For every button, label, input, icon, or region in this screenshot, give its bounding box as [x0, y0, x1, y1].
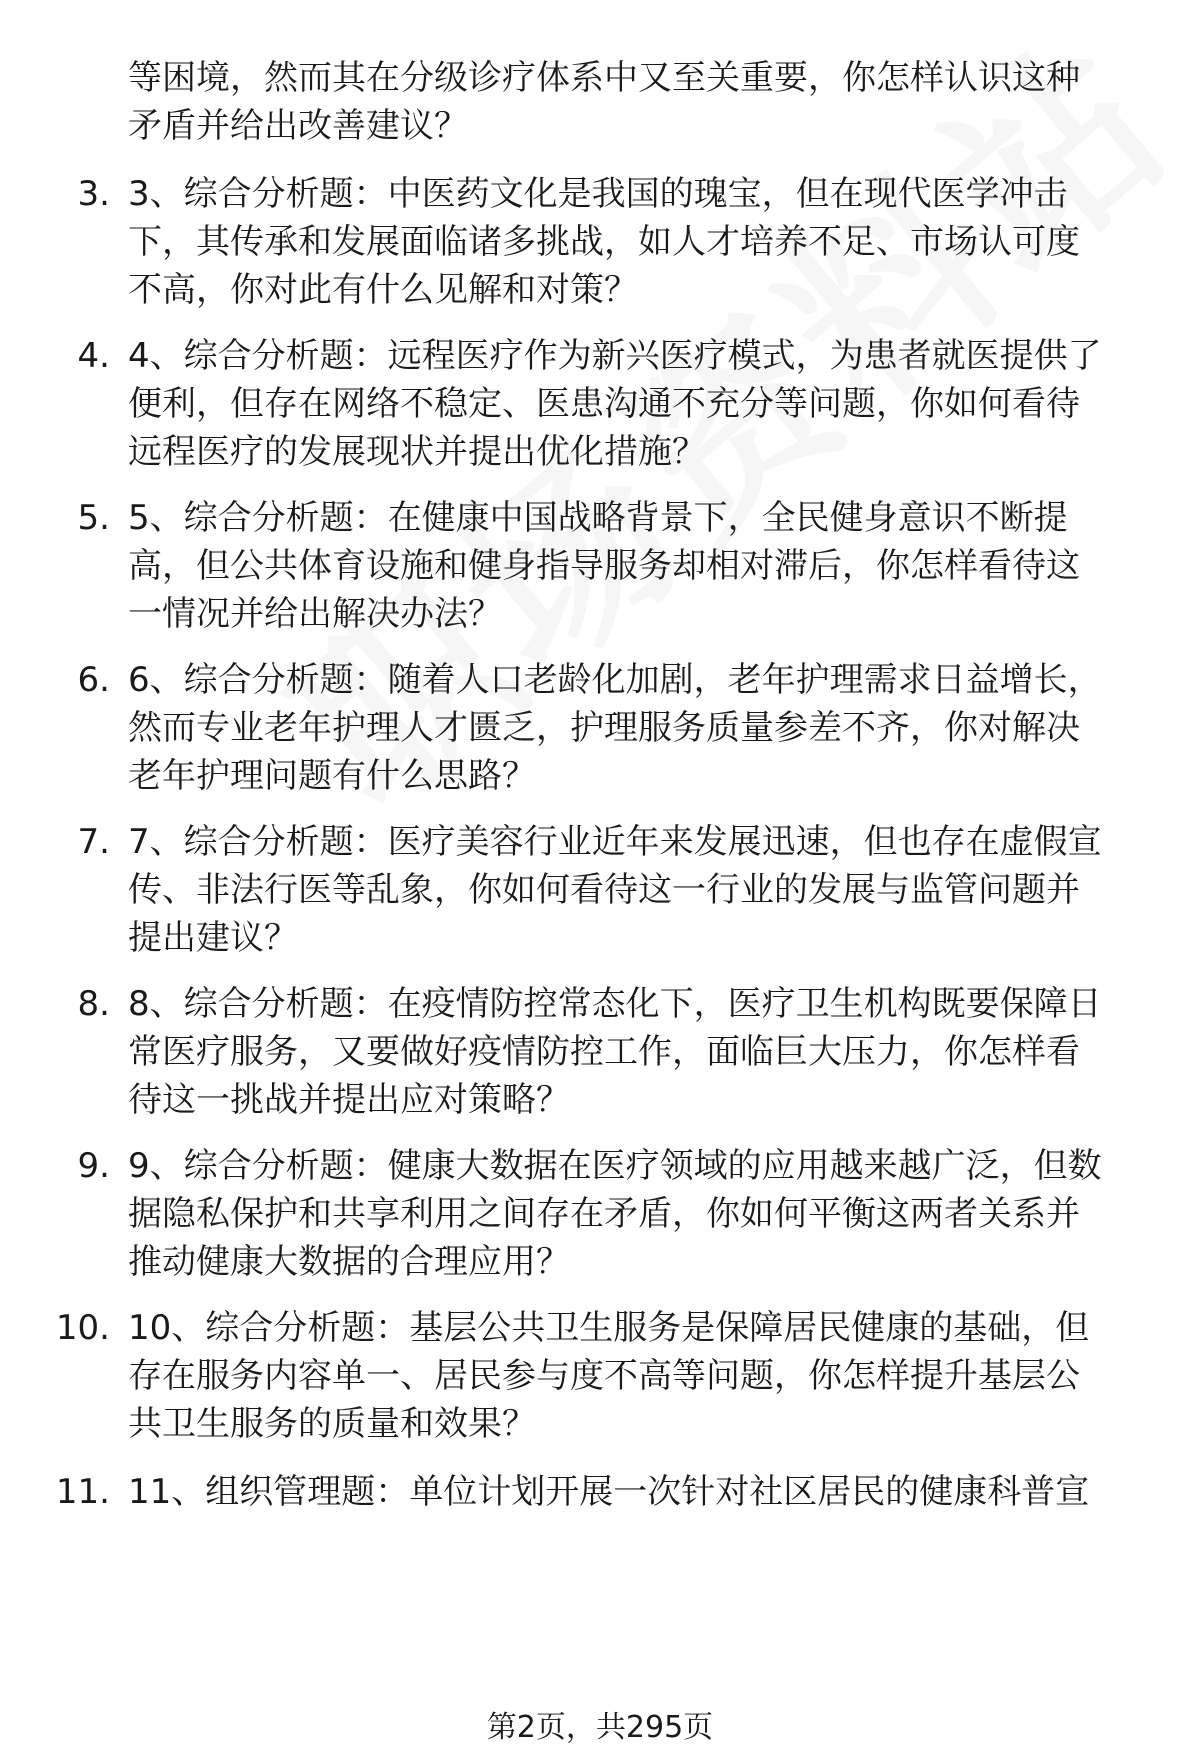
item-text	[128, 980, 1168, 1124]
text-line: 便利，但存在网络不稳定、医患沟通不充分等问题，你如何看待	[128, 384, 1080, 424]
item-text	[128, 332, 1168, 476]
text-line: 存在服务内容单一、居民参与度不高等问题，你怎样提升基层公	[128, 1356, 1080, 1396]
text-line: 提出建议？	[128, 918, 298, 958]
text-line: 3、综合分析题：中医药文化是我国的瑰宝，但在现代医学冲击	[128, 174, 1068, 214]
text-line: 然而专业老年护理人才匮乏，护理服务质量参差不齐，你对解决	[128, 708, 1080, 748]
text-line: 等困境，然而其在分级诊疗体系中又至关重要，你怎样认识这种	[128, 58, 1080, 98]
item-text	[128, 170, 1168, 314]
text-line: 11、组织管理题：单位计划开展一次针对社区居民的健康科普宣	[128, 1472, 1090, 1512]
text-line: 不高，你对此有什么见解和对策？	[128, 270, 638, 310]
text-line: 9、综合分析题：健康大数据在医疗领域的应用越来越广泛，但数	[128, 1146, 1102, 1186]
text-line: 传、非法行医等乱象，你如何看待这一行业的发展与监管问题并	[128, 870, 1080, 910]
list-item	[0, 1304, 1200, 1464]
text-line: 8、综合分析题：在疫情防控常态化下，医疗卫生机构既要保障日	[128, 984, 1102, 1024]
text-line: 10、综合分析题：基层公共卫生服务是保障居民健康的基础，但	[128, 1308, 1090, 1348]
list-item	[0, 656, 1200, 816]
list-item	[0, 332, 1200, 492]
text-line: 共卫生服务的质量和效果？	[128, 1404, 536, 1444]
text-line: 老年护理问题有什么思路？	[128, 756, 536, 796]
item-text	[128, 656, 1168, 800]
text-line: 下，其传承和发展面临诸多挑战，如人才培养不足、市场认可度	[128, 222, 1080, 262]
list-item	[0, 170, 1200, 330]
text-line: 7、综合分析题：医疗美容行业近年来发展迅速，但也存在虚假宣	[128, 822, 1102, 862]
text-line: 远程医疗的发展现状并提出优化措施？	[128, 432, 706, 472]
item-text	[128, 1304, 1168, 1448]
list-item	[0, 1468, 1200, 1628]
item-number: 5.	[77, 498, 110, 538]
item-number: 3.	[77, 174, 110, 214]
item-number: 4.	[77, 336, 110, 376]
text-line: 6、综合分析题：随着人口老龄化加剧，老年护理需求日益增长，	[128, 660, 1102, 700]
item-text	[128, 818, 1168, 962]
item-number: 8.	[77, 984, 110, 1024]
item-number: 9.	[77, 1146, 110, 1186]
item-number: 6.	[77, 660, 110, 700]
text-line: 推动健康大数据的合理应用？	[128, 1242, 570, 1282]
text-line: 4、综合分析题：远程医疗作为新兴医疗模式，为患者就医提供了	[128, 336, 1102, 376]
item-text	[128, 494, 1168, 638]
list-item	[0, 1142, 1200, 1302]
item-number: 7.	[77, 822, 110, 862]
text-line: 5、综合分析题：在健康中国战略背景下，全民健身意识不断提	[128, 498, 1068, 538]
text-line: 常医疗服务，又要做好疫情防控工作，面临巨大压力，你怎样看	[128, 1032, 1080, 1072]
item-text	[128, 1142, 1168, 1286]
list-item	[0, 980, 1200, 1140]
continuation-paragraph	[128, 54, 1158, 150]
list-item	[0, 818, 1200, 978]
text-line: 待这一挑战并提出应对策略？	[128, 1080, 570, 1120]
list-item	[0, 494, 1200, 654]
text-line: 一情况并给出解决办法？	[128, 594, 502, 634]
page-footer: 第2页，共295页	[486, 1710, 714, 1745]
text-line: 据隐私保护和共享利用之间存在矛盾，你如何平衡这两者关系并	[128, 1194, 1080, 1234]
item-number: 10.	[55, 1308, 110, 1348]
text-line: 矛盾并给出改善建议？	[128, 106, 468, 146]
item-number: 11.	[55, 1472, 110, 1512]
text-line: 高，但公共体育设施和健身指导服务却相对滞后，你怎样看待这	[128, 546, 1080, 586]
item-text	[128, 1468, 1168, 1516]
